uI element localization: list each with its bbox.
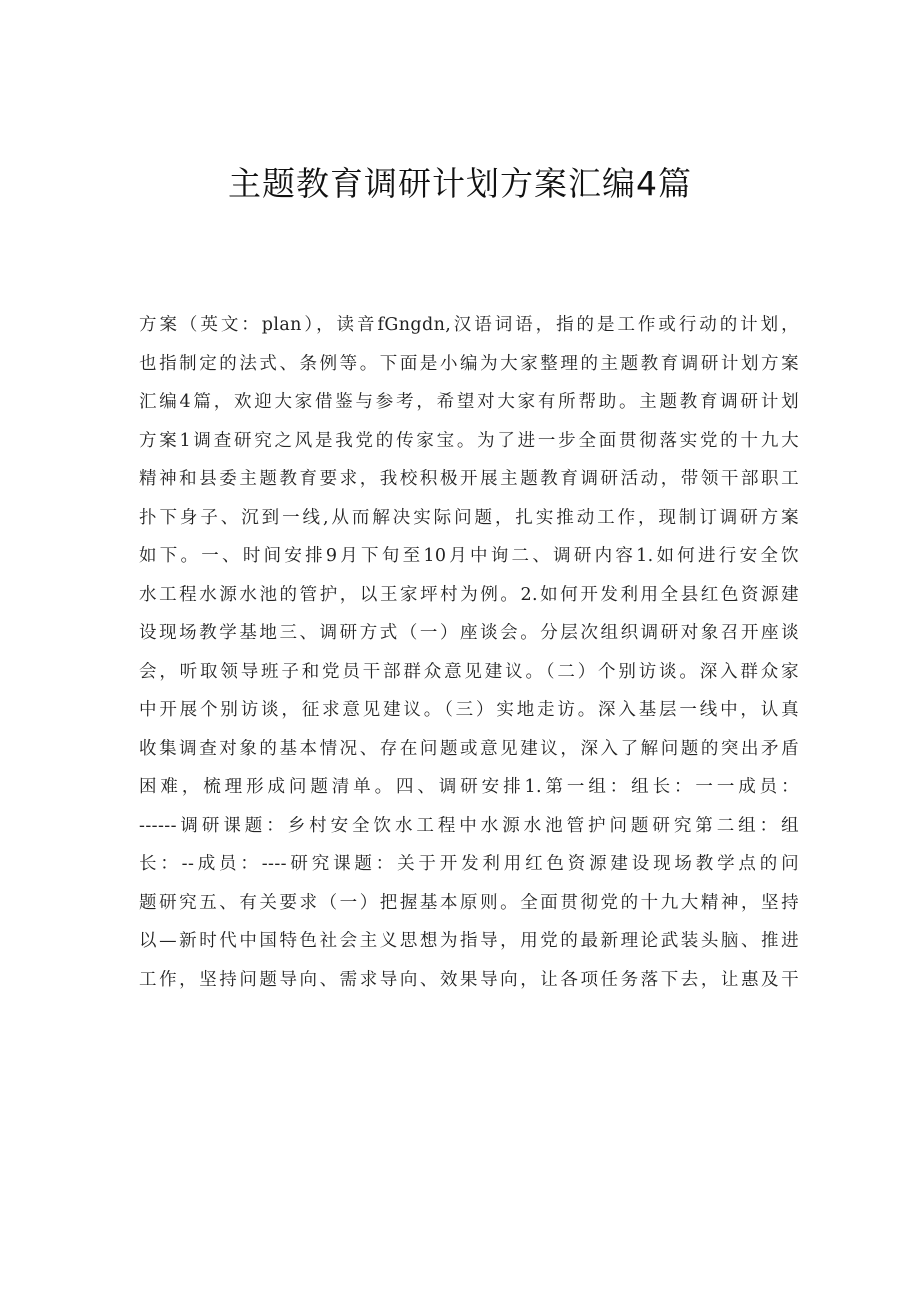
- document-body: [139, 306, 799, 999]
- body-line: 方案1调查研究之风是我党的传家宝。为了进一步全面贯彻落实党的十九大: [139, 430, 799, 451]
- body-line: 也指制定的法式、条例等。下面是小编为大家整理的主题教育调研计划方案: [139, 353, 799, 374]
- body-line: 扑下身子、沉到一线,从而解决实际问题，扎实推动工作，现制订调研方案: [139, 507, 799, 528]
- body-line: 如下。一、时间安排9月下旬至10月中询二、调研内容1.如何进行安全饮: [139, 546, 799, 566]
- body-line: 困难，梳理形成问题清单。四、调研安排1.第一组：组长：一一成员：: [139, 777, 799, 797]
- body-line: 收集调查对象的基本情况、存在问题或意见建议，深入了解问题的突出矛盾: [139, 738, 799, 759]
- body-line: 设现场教学基地三、调研方式（一）座谈会。分层次组织调研对象召开座谈: [139, 623, 799, 643]
- body-line: 方案（英文：plan），读音fGngdn,汉语词语，指的是工作或行动的计划，: [139, 315, 799, 335]
- body-line: 精神和县委主题教育要求，我校积极开展主题教育调研活动，带领干部职工: [139, 469, 799, 489]
- body-line: 以—新时代中国特色社会主义思想为指导，用党的最新理论武装头脑、推进: [139, 931, 799, 951]
- body-line: 汇编4篇，欢迎大家借鉴与参考，希望对大家有所帮助。主题教育调研计划: [139, 392, 799, 412]
- document-title: 主题教育调研计划方案汇编4篇: [228, 164, 692, 203]
- body-line: 工作，坚持问题导向、需求导向、效果导向，让各项任务落下去，让惠及干: [139, 969, 799, 990]
- body-line: 水工程水源水池的管护，以王家坪村为例。2.如何开发利用全县红色资源建: [139, 584, 799, 605]
- body-line: ------调研课题：乡村安全饮水工程中水源水池管护问题研究第二组：组: [139, 815, 799, 836]
- body-line: 题研究五、有关要求（一）把握基本原则。全面贯彻党的十九大精神，坚持: [139, 892, 799, 913]
- body-line: 长：--成员：----研究课题：关于开发利用红色资源建设现场教学点的问: [139, 854, 799, 874]
- body-line: 中开展个别访谈，征求意见建议。（三）实地走访。深入基层一线中，认真: [139, 700, 799, 720]
- body-line: 会，听取领导班子和党员干部群众意见建议。（二）个别访谈。深入群众家: [139, 661, 799, 682]
